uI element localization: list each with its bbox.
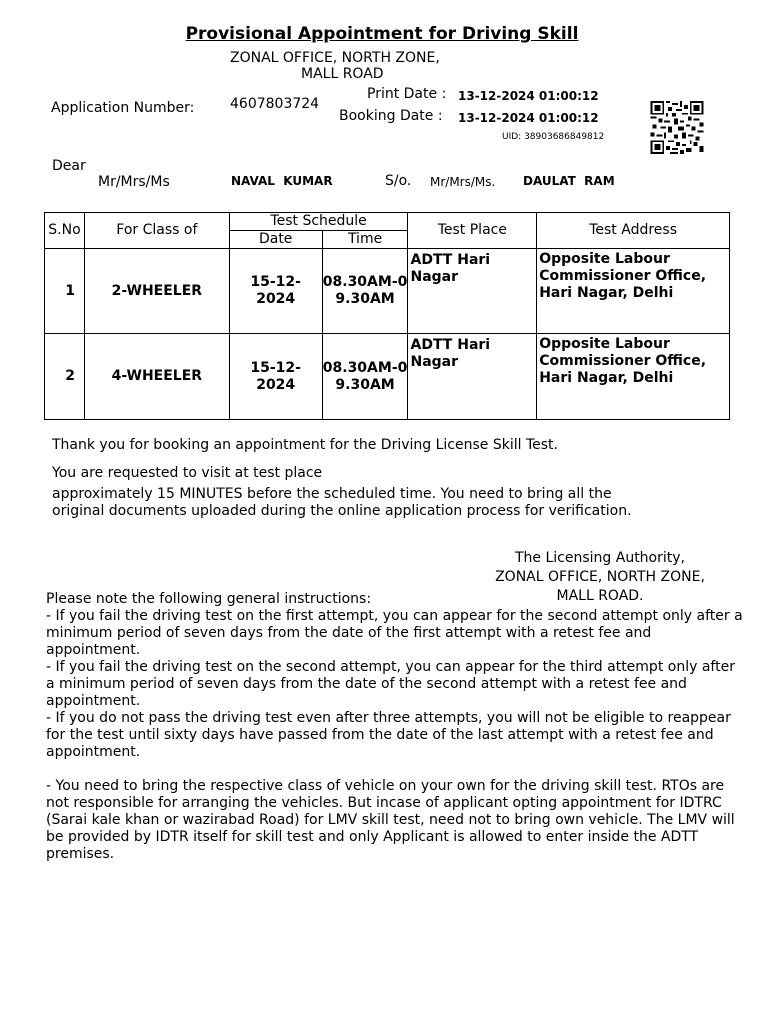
- header-date: Date: [229, 231, 322, 249]
- application-number-value: 4607803724: [230, 96, 320, 112]
- header-place: Test Place: [408, 213, 537, 249]
- row-place: ADTT Hari Nagar: [408, 249, 537, 334]
- visit-line-2: approximately 15 MINUTES before the scheduled time. You need to bring all the: [52, 486, 612, 502]
- row-class: 4-WHEELER: [84, 334, 229, 420]
- row-address: Opposite Labour Commissioner Office, Hari Nagar, Delhi: [537, 334, 730, 420]
- relation-label: S/o.: [385, 173, 412, 189]
- row-address: Opposite Labour Commissioner Office, Hari Nagar, Delhi: [537, 249, 730, 334]
- applicant-name: NAVAL KUMAR: [231, 174, 333, 188]
- office-line-2: MALL ROAD: [301, 66, 384, 82]
- row-time: 08.30AM-09.30AM: [322, 249, 408, 334]
- schedule-table: [44, 212, 730, 420]
- table-row: [45, 334, 730, 420]
- header-time: Time: [322, 231, 408, 249]
- print-date-value: 13-12-2024 01:00:12: [458, 89, 599, 103]
- relation-salutation: Mr/Mrs/Ms.: [430, 175, 496, 189]
- print-date-label: Print Date :: [367, 86, 447, 102]
- authority-line-1: The Licensing Authority,: [514, 550, 685, 566]
- row-date: 15-12-2024: [229, 334, 322, 420]
- visit-line-1: You are requested to visit at test place: [52, 465, 323, 481]
- instruction-item: - If you fail the driving test on the first attempt, you can appear for the second attempt only after a minimum period of seven days from the date of the first attempt with a retest fee and appointment.: [46, 608, 743, 658]
- row-time: 08.30AM-09.30AM: [322, 334, 408, 420]
- row-class: 2-WHEELER: [84, 249, 229, 334]
- authority-line-3: MALL ROAD.: [556, 588, 644, 604]
- row-sno: 2: [45, 334, 85, 420]
- instructions-heading: Please note the following general instructions:: [46, 591, 372, 607]
- office-address: [230, 50, 440, 82]
- instruction-item: - If you fail the driving test on the second attempt, you can appear for the third attempt only after a minimum period of seven days from the date of the second attempt with a retest fee and appointment.: [46, 659, 735, 709]
- header-class: For Class of: [84, 213, 229, 249]
- header-address: Test Address: [537, 213, 730, 249]
- vehicle-note: - You need to bring the respective class of vehicle on your own for the driving skill test. RTOs are not responsible for arranging the vehicles. But incase of applicant opting appointment for IDTRC (Sarai kale khan or wazirabad Road) for LMV skill test, need not to bring own vehicle. The LMV will be provided by IDTR itself for skill test and only Applicant is allowed to enter inside the ADTT premises.: [46, 778, 735, 862]
- father-name: DAULAT RAM: [523, 174, 615, 188]
- authority-line-2: ZONAL OFFICE, NORTH ZONE,: [495, 569, 705, 585]
- visit-line-3: original documents uploaded during the online application process for verification.: [52, 503, 632, 519]
- row-place: ADTT Hari Nagar: [408, 334, 537, 420]
- office-line-1: ZONAL OFFICE, NORTH ZONE,: [230, 50, 440, 66]
- header-schedule: Test Schedule: [229, 213, 408, 231]
- page-title: Provisional Appointment for Driving Skill: [185, 24, 579, 44]
- header-sno: S.No: [45, 213, 85, 249]
- instructions-block: [46, 591, 746, 863]
- thanks-text: Thank you for booking an appointment for the Driving License Skill Test.: [52, 437, 558, 453]
- booking-date-value: 13-12-2024 01:00:12: [458, 111, 599, 125]
- greeting-salutation: Mr/Mrs/Ms: [98, 174, 170, 190]
- greeting-dear: Dear: [52, 158, 86, 174]
- qr-code-icon: [650, 101, 704, 154]
- instruction-item: - If you do not pass the driving test even after three attempts, you will not be eligible to reappear for the test until sixty days have passed from the date of the last attempt with a retest fee and appointment.: [46, 710, 731, 760]
- uid-text: UID: 38903686849812: [502, 132, 605, 142]
- row-date: 15-12-2024: [229, 249, 322, 334]
- table-row: [45, 249, 730, 334]
- row-sno: 1: [45, 249, 85, 334]
- booking-date-label: Booking Date :: [339, 108, 443, 124]
- application-number-label: Application Number:: [51, 100, 195, 116]
